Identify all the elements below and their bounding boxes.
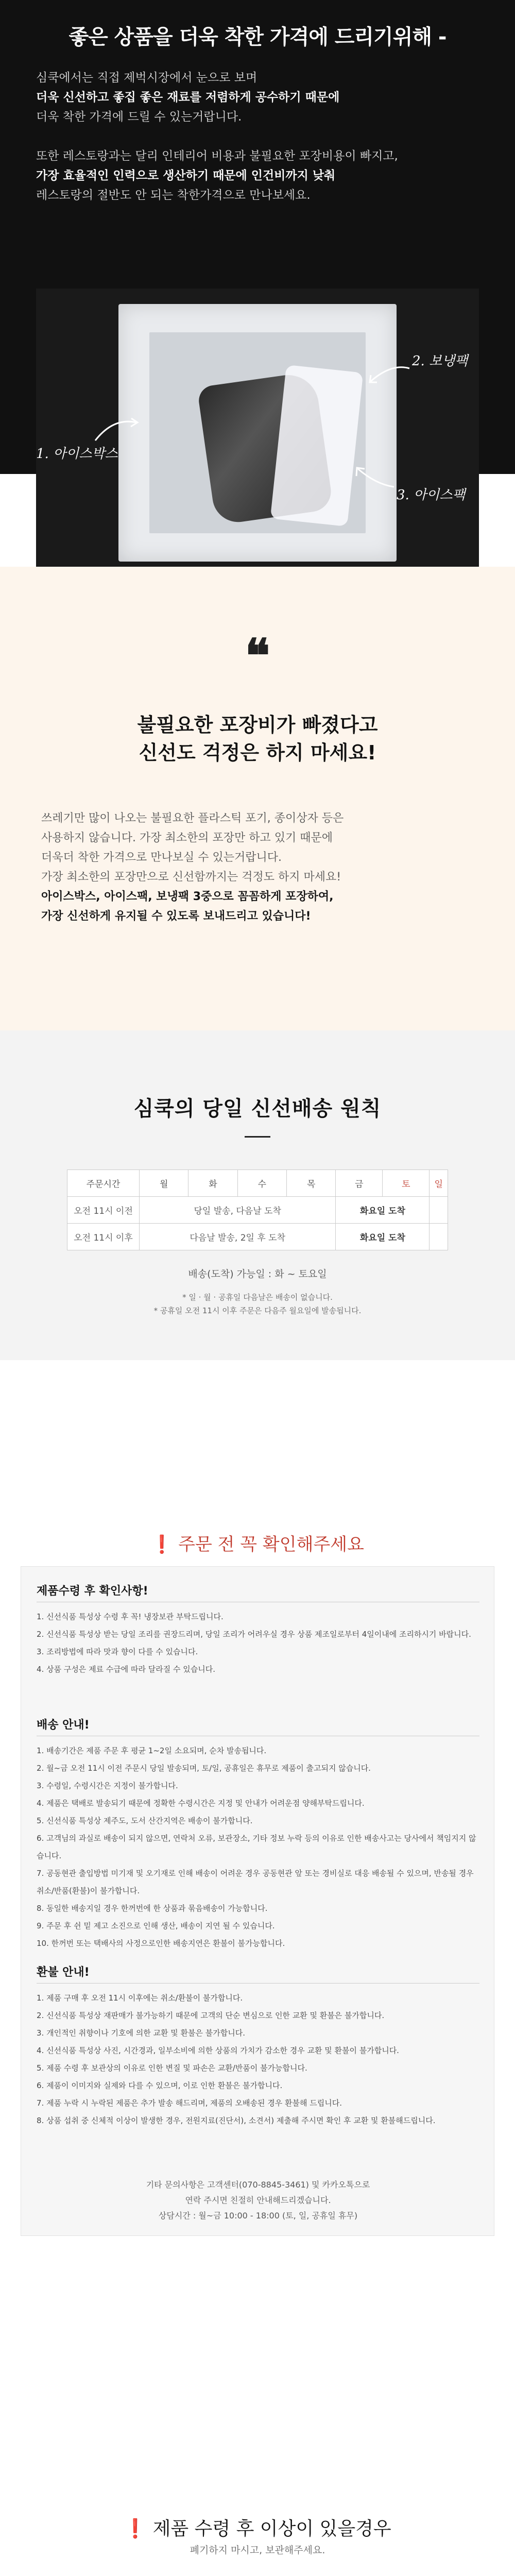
promise-title <box>0 711 515 767</box>
list-item: 2. 신선식품 특성상 받는 당일 조리를 권장드리며, 당일 조리가 어려우실 경우 상품 제조일로부터 4일이내에 조리하시기 바랍니다. <box>37 1630 471 1639</box>
label-icepack: 3. 아이스팩 <box>397 487 466 503</box>
table-header-row <box>67 1170 448 1197</box>
list-item: 6. 고객님의 과실로 배송이 되지 않으면, 연락처 오류, 보관장소, 기타 정보 누락 등의 이유로 인한 배송사고는 당사에서 책임지지 않습니다. <box>37 1834 476 1860</box>
list-item: 5. 신선식품 특성상 제주도, 도서 산간지역은 배송이 불가합니다. <box>37 1816 253 1825</box>
list-item: 7. 제품 누락 시 누락된 제품은 추가 발송 해드리며, 제품의 오배송된 경우 환불해 드립니다. <box>37 2098 342 2108</box>
list-item: 4. 상품 구성은 제료 수급에 따라 달라질 수 있습니다. <box>37 1665 216 1674</box>
intro-line: 레스토랑의 절반도 안 되는 착한가격으로 만나보세요. <box>36 189 311 202</box>
quote-icon: ❝ <box>245 629 270 683</box>
promise-title-line: 불필요한 포장비가 빠졌다고 <box>137 714 378 736</box>
list-item: 3. 조리방법에 따라 맛과 향이 다를 수 있습니다. <box>37 1647 198 1656</box>
table-row <box>67 1197 448 1224</box>
promise-line: 쓰레기만 많이 나오는 불필요한 플라스틱 포기, 종이상자 등은 <box>41 812 344 825</box>
list-item: 1. 배송기간은 제품 주문 후 평균 1~2일 소요되며, 순차 발송됩니다. <box>37 1746 267 1755</box>
delivery-section <box>0 1030 515 1360</box>
promise-highlight: 아이스박스, 아이스팩, 보냉팩 3중으로 꼼꼼하게 포장하여, <box>41 890 334 903</box>
promise-title-line: 신선도 걱정은 하지 마세요! <box>139 741 376 764</box>
header-cell: 화 <box>188 1170 237 1197</box>
contact-line: 연락 주시면 친절히 안내해드리겠습니다. <box>185 2195 331 2205</box>
header-cell: 토 <box>383 1170 430 1197</box>
promise-line: 더욱더 착한 가격으로 만나보실 수 있는거랍니다. <box>41 851 282 864</box>
schedule-cell: 당일 발송, 다음날 도착 <box>140 1197 336 1224</box>
packaging-photo <box>36 289 479 567</box>
arrow-icon <box>366 361 412 392</box>
schedule-cell <box>430 1197 448 1224</box>
order-check-heading: ❗ 주문 전 꼭 확인해주세요 <box>150 1534 364 1555</box>
time-cell: 오전 11시 이후 <box>67 1224 140 1250</box>
header-cell: 월 <box>140 1170 188 1197</box>
delivery-note: * 공휴일 오전 11시 이후 주문은 다음주 월요일에 발송됩니다. <box>153 1306 362 1315</box>
contact-line: 기타 문의사항은 고객센터(070-8845-3461) 및 카카오톡으로 <box>146 2180 370 2190</box>
promise-highlight: 가장 신선하게 유지될 수 있도록 보내드리고 있습니다! <box>41 910 311 923</box>
arrow-icon <box>350 459 397 489</box>
header-cell: 수 <box>237 1170 286 1197</box>
receipt-list <box>37 1608 479 1678</box>
schedule-cell: 화요일 도착 <box>336 1197 430 1224</box>
intro-line: 더욱 신선하고 좋집 좋은 재료를 저렴하게 공수하기 때문에 <box>36 91 340 104</box>
delivery-title: 심쿡의 당일 신선배송 원칙 <box>133 1097 382 1121</box>
header-cell: 목 <box>286 1170 335 1197</box>
refund-list <box>37 1989 479 2129</box>
contact-line: 상담시간 : 월~금 10:00 - 18:00 (토, 일, 공휴일 휴무) <box>158 2211 358 2221</box>
list-item: 4. 제품은 택배로 발송되기 때문에 정확한 수령시간은 지정 및 안내가 어려운점 양해부탁드립니다. <box>37 1799 365 1808</box>
list-item: 1. 신선식품 특성상 수령 후 꼭! 냉장보관 부탁드립니다. <box>37 1612 224 1621</box>
arrow-icon <box>93 412 139 443</box>
intro-title: 좋은 상품을 더욱 착한 가격에 드리기위해 - <box>68 25 447 49</box>
list-item: 3. 수령일, 수령시간은 지정이 불가합니다. <box>37 1781 178 1790</box>
refund-title: 환불 안내! <box>37 1966 90 1979</box>
delivery-schedule-table <box>67 1170 448 1250</box>
receipt-title: 제품수령 후 확인사항! <box>37 1585 148 1598</box>
header-cell: 일 <box>430 1170 448 1197</box>
order-check-card <box>21 1566 494 2236</box>
table-row <box>67 1224 448 1250</box>
schedule-cell: 화요일 도착 <box>336 1224 430 1250</box>
delivery-days: 배송(도착) 가능일 : 화 ~ 토요일 <box>188 1268 327 1280</box>
list-item: 4. 신선식품 특성상 사진, 시간경과, 일부소비에 의한 상품의 가치가 감소한 경우 교환 및 환불이 불가합니다. <box>37 2046 399 2055</box>
list-item: 7. 공동현관 출입방법 미기재 및 오기재로 인해 배송이 어려운 경우 공동현관 앞 또는 경비실로 대응 배송될 수 있으며, 반송될 경우 취소/반품(환불)이 불가합니다. <box>37 1869 474 1895</box>
list-item: 2. 월~금 오전 11시 이전 주문시 당일 발송되며, 토/일, 공휴일은 휴무로 제품이 출고되지 않습니다. <box>37 1764 371 1773</box>
contact-info <box>21 2177 495 2224</box>
icepack-image <box>270 365 364 527</box>
list-item: 6. 제품이 이미지와 실제와 다를 수 있으며, 이로 인한 환불은 불가합니다. <box>37 2081 283 2090</box>
shipping-list <box>37 1742 479 1952</box>
intro-line: 가장 효율적인 인력으로 생산하기 때문에 인건비까지 낮춰 <box>36 169 336 182</box>
time-cell: 오전 11시 이전 <box>67 1197 140 1224</box>
list-item: 8. 동일한 배송지일 경우 한꺼번에 한 상품과 묶음배송이 가능합니다. <box>37 1904 268 1913</box>
icebox-image <box>118 304 397 562</box>
list-item: 8. 상품 섭취 중 신체적 이상이 발생한 경우, 전원지료(진단서), 소견서) 제출해 주시면 확인 후 교환 및 환불해드립니다. <box>37 2116 436 2125</box>
promise-line: 사용하지 않습니다. 가장 최소한의 포장만 하고 있기 때문에 <box>41 832 333 844</box>
label-icebox: 1. 아이스박스 <box>36 446 118 462</box>
list-item: 3. 개인적인 취향이나 기호에 의한 교환 및 환불은 불가합니다. <box>37 2028 245 2038</box>
promise-body <box>41 809 474 926</box>
issue-section <box>0 2318 515 2576</box>
list-item: 10. 한꺼번 또는 택배사의 사정으로인한 배송지연은 환불이 불가능합니다. <box>37 1939 285 1948</box>
intro-line: 또한 레스토랑과는 달리 인테리어 비용과 불필요한 포장비용이 빠지고, <box>36 149 398 163</box>
schedule-cell <box>430 1224 448 1250</box>
issue-subheading: 폐기하지 마시고, 보관해주세요. <box>190 2545 325 2556</box>
label-bag: 2. 보냉팩 <box>412 353 468 369</box>
header-cell: 금 <box>336 1170 383 1197</box>
list-item: 5. 제품 수령 후 보관상의 이유로 인한 변질 및 파손은 교환/반품이 불가능합니다. <box>37 2063 307 2073</box>
schedule-cell: 다음날 발송, 2일 후 도착 <box>140 1224 336 1250</box>
list-item: 1. 제품 구매 후 오전 11시 이후에는 취소/환불이 불가합니다. <box>37 1993 243 2003</box>
delivery-note: * 일 · 월 · 공휴일 다음날은 배송이 없습니다. <box>182 1293 333 1302</box>
intro-line: 심쿡에서는 직접 제벅시장에서 눈으로 보며 <box>36 71 258 84</box>
title-underline <box>245 1136 270 1138</box>
shipping-title: 배송 안내! <box>37 1719 90 1732</box>
delivery-notes <box>0 1291 515 1317</box>
intro-description <box>36 68 479 205</box>
promise-line: 가장 최소한의 포장만으로 신선함까지는 걱정도 하지 마세요! <box>41 871 341 884</box>
intro-line: 더욱 착한 가격에 드릴 수 있는거랍니다. <box>36 110 242 124</box>
promise-section <box>0 567 515 1030</box>
list-item: 2. 신선식품 특성상 재판매가 불가능하기 때문에 고객의 단순 변심으로 인한 교환 및 환불은 불가합니다. <box>37 2011 385 2020</box>
header-cell: 주문시간 <box>67 1170 140 1197</box>
issue-heading: ❗ 제품 수령 후 이상이 있을경우 <box>124 2518 391 2539</box>
divider <box>37 1983 479 1984</box>
list-item: 9. 주문 후 쉰 밑 제고 소진으로 인해 생산, 배송이 지연 될 수 있습니다. <box>37 1921 275 1930</box>
